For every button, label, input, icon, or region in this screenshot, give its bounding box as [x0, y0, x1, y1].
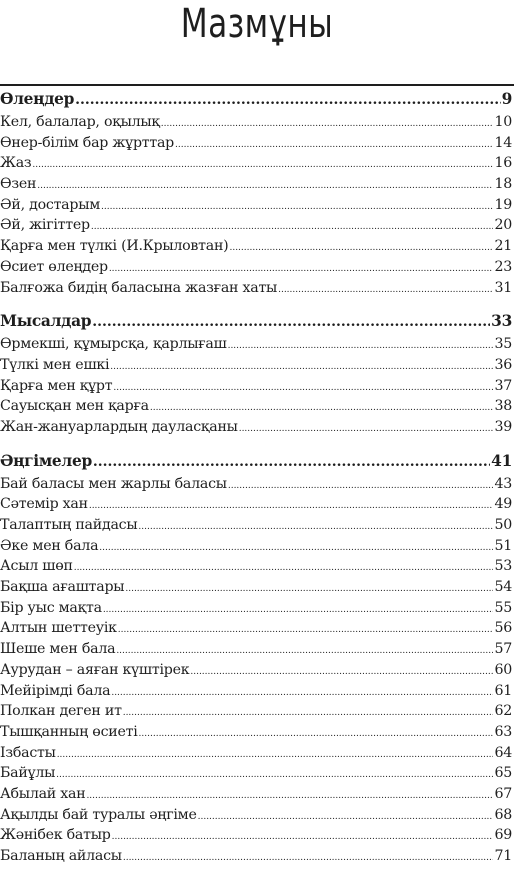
toc-entry[interactable] [0, 722, 514, 743]
dot-leader [56, 763, 493, 786]
section-entries [0, 334, 514, 437]
entry-page-number: 68 [494, 806, 512, 823]
entry-title: Баланың айласы [0, 848, 122, 864]
dot-leader [57, 743, 494, 766]
entry-title: Әй, жігіттер [0, 217, 90, 234]
entry-title: Бір уыс мақта [0, 599, 102, 616]
toc-entry[interactable] [0, 536, 514, 557]
dot-leader [92, 308, 490, 335]
entry-page-number: 55 [494, 599, 512, 616]
entry-title: Жан-жануарлардың дауласқаны [0, 418, 238, 435]
dot-leader [32, 153, 493, 176]
dot-leader [228, 334, 494, 357]
dot-leader [123, 701, 494, 724]
toc-entry[interactable] [0, 133, 514, 154]
dot-leader [118, 618, 494, 641]
entry-page-number: 38 [494, 398, 512, 415]
toc-entry[interactable] [0, 743, 514, 764]
toc-entry[interactable] [0, 784, 514, 805]
toc-entry[interactable] [0, 515, 514, 536]
dot-leader [239, 417, 494, 440]
entry-page-number: 39 [494, 418, 512, 435]
dot-leader [150, 396, 494, 419]
toc-entry[interactable] [0, 805, 514, 826]
entry-title: Түлкі мен ешкі [0, 356, 110, 373]
entry-page-number: 60 [494, 661, 512, 678]
entry-title: Мейірімді бала [0, 682, 111, 699]
section-page-number: 9 [501, 90, 512, 108]
page-title: Мазмұны [180, 1, 334, 47]
entry-title: Полкан деген ит [0, 703, 122, 720]
toc-entry[interactable] [0, 846, 514, 867]
section-entries [0, 112, 514, 298]
entry-title: Жәнібек батыр [0, 827, 111, 844]
dot-leader [111, 681, 493, 704]
entry-page-number: 37 [494, 377, 512, 394]
dot-leader [123, 846, 494, 869]
dot-leader [109, 257, 494, 280]
section-heading[interactable] [0, 308, 514, 334]
entry-title: Асыл шөп [0, 558, 73, 575]
entry-page-number: 62 [494, 703, 512, 720]
toc-entry[interactable] [0, 474, 514, 495]
entry-page-number: 19 [494, 196, 512, 213]
entry-title: Аурудан – аяған күштірек [0, 661, 190, 678]
table-of-contents [0, 86, 514, 867]
dot-leader [86, 784, 493, 807]
dot-leader [116, 639, 493, 662]
toc-entry[interactable] [0, 174, 514, 195]
toc-entry[interactable] [0, 278, 514, 299]
entry-page-number: 31 [494, 279, 512, 296]
entry-title: Алтын шеттеуік [0, 620, 117, 637]
entry-page-number: 56 [494, 620, 512, 637]
toc-entry[interactable] [0, 334, 514, 355]
entry-title: Тышқанның өсиеті [0, 723, 138, 740]
entry-title: Абылай хан [0, 785, 86, 802]
dot-leader [229, 236, 493, 259]
dot-leader [190, 660, 493, 683]
entry-page-number: 61 [494, 682, 512, 699]
section-entries [0, 474, 514, 867]
entry-title: Өрмекші, құмырсқа, қарлығаш [0, 336, 227, 353]
toc-entry[interactable] [0, 112, 514, 133]
toc-entry[interactable] [0, 417, 514, 438]
dot-leader [99, 536, 493, 559]
dot-leader [91, 215, 494, 238]
entry-page-number: 69 [494, 827, 512, 844]
dot-leader [278, 278, 493, 301]
entry-title: Шеше мен бала [0, 641, 116, 658]
entry-title: Қарға мен түлкі (И.Крыловтан) [0, 238, 229, 255]
toc-entry[interactable] [0, 215, 514, 236]
entry-page-number: 57 [494, 641, 512, 658]
section-heading[interactable] [0, 86, 514, 112]
entry-title: Ізбасты [0, 744, 56, 761]
section-title: Өлеңдер [0, 90, 75, 108]
toc-entry[interactable] [0, 577, 514, 598]
toc-entry[interactable] [0, 153, 514, 174]
entry-title: Балғожа бидің баласына жазған хаты [0, 279, 278, 296]
entry-page-number: 54 [494, 579, 512, 596]
section-title: Әңгімелер [0, 451, 92, 470]
entry-title: Ақылды бай туралы әңгіме [0, 806, 197, 823]
toc-entry[interactable] [0, 376, 514, 397]
dot-leader [74, 556, 494, 579]
entry-title: Кел, балалар, оқылық [0, 114, 160, 130]
toc-entry[interactable] [0, 396, 514, 417]
toc-entry[interactable] [0, 763, 514, 784]
toc-entry[interactable] [0, 257, 514, 278]
dot-leader [37, 174, 493, 197]
toc-entry[interactable] [0, 598, 514, 619]
entry-title: Жаз [0, 155, 32, 172]
entry-page-number: 50 [494, 517, 512, 533]
toc-entry[interactable] [0, 825, 514, 846]
entry-page-number: 21 [494, 238, 512, 255]
entry-title: Бай баласы мен жарлы баласы [0, 475, 227, 492]
toc-entry[interactable] [0, 236, 514, 257]
dot-leader [113, 376, 493, 399]
toc-entry[interactable] [0, 494, 514, 515]
entry-page-number: 18 [494, 176, 512, 193]
entry-page-number: 35 [494, 336, 512, 353]
dot-leader [228, 474, 494, 497]
toc-entry[interactable] [0, 618, 514, 639]
entry-page-number: 49 [494, 496, 512, 513]
section-page-number: 33 [491, 312, 512, 331]
dot-leader [112, 825, 494, 848]
entry-page-number: 23 [494, 258, 512, 275]
toc-entry[interactable] [0, 701, 514, 722]
dot-leader [103, 598, 494, 621]
toc-entry[interactable] [0, 639, 514, 660]
entry-page-number: 16 [494, 155, 512, 172]
dot-leader [198, 805, 494, 828]
toc-entry[interactable] [0, 556, 514, 577]
entry-page-number: 53 [494, 558, 512, 575]
entry-title: Талаптың пайдасы [0, 517, 138, 533]
entry-page-number: 51 [494, 537, 512, 554]
section-page-number: 41 [491, 451, 512, 470]
section-title: Мысалдар [0, 312, 92, 331]
entry-title: Өнер-білім бар жұрттар [0, 134, 175, 151]
entry-page-number: 36 [494, 356, 512, 373]
entry-page-number: 64 [494, 744, 512, 761]
entry-page-number: 43 [494, 475, 512, 492]
entry-title: Бақша ағаштары [0, 579, 125, 596]
toc-entry[interactable] [0, 681, 514, 702]
entry-title: Өсиет өлеңдер [0, 258, 108, 275]
dot-leader [101, 195, 493, 218]
dot-leader [93, 448, 490, 475]
dot-leader [161, 112, 494, 135]
dot-leader [139, 722, 494, 745]
entry-title: Әке мен бала [0, 537, 99, 554]
dot-leader [125, 577, 493, 600]
entry-title: Өзен [0, 176, 37, 193]
dot-leader [138, 515, 493, 538]
toc-entry[interactable] [0, 355, 514, 376]
entry-title: Сауысқан мен қарға [0, 398, 149, 415]
entry-page-number: 63 [494, 723, 512, 740]
entry-page-number: 10 [494, 114, 512, 130]
entry-page-number: 65 [494, 765, 512, 782]
dot-leader [89, 494, 494, 517]
entry-title: Сәтемір хан [0, 496, 88, 513]
entry-page-number: 20 [494, 217, 512, 234]
toc-entry[interactable] [0, 660, 514, 681]
entry-page-number: 71 [494, 848, 512, 864]
entry-title: Қарға мен құрт [0, 377, 113, 394]
entry-page-number: 14 [494, 134, 512, 151]
dot-leader [110, 355, 493, 378]
dot-leader [175, 133, 493, 156]
entry-title: Байұлы [0, 765, 56, 782]
section-heading[interactable] [0, 448, 514, 474]
entry-page-number: 67 [494, 785, 512, 802]
toc-entry[interactable] [0, 195, 514, 216]
entry-title: Әй, достарым [0, 196, 101, 213]
dot-leader [75, 86, 500, 113]
